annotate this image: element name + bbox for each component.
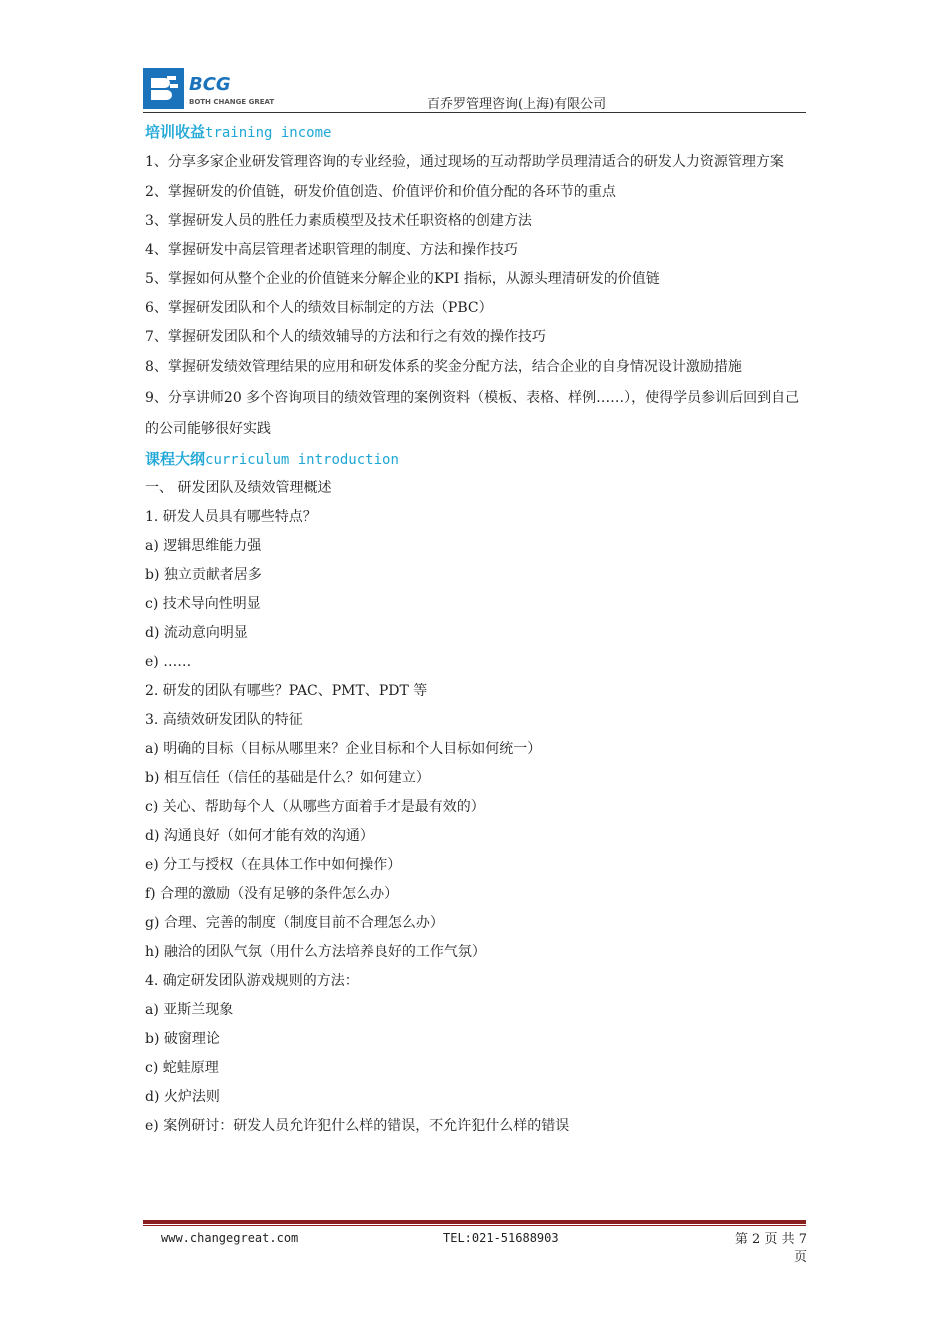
list-item: c) 技术导向性明显 [145, 596, 261, 612]
list-item: f) 合理的激励（没有足够的条件怎么办） [145, 886, 399, 902]
list-item: 8、掌握研发绩效管理结果的应用和研发体系的奖金分配方法，结合企业的自身情况设计激励措施 [145, 359, 742, 375]
page-number: 第 2 页 共 7 页 [734, 1232, 807, 1265]
list-item: 7、掌握研发团队和个人的绩效辅导的方法和行之有效的操作技巧 [145, 329, 546, 345]
list-item: e) 分工与授权（在具体工作中如何操作） [145, 857, 402, 873]
list-item: a) 亚斯兰现象 [145, 1002, 234, 1018]
section-title-en: training income [205, 125, 332, 141]
logo-text: BCG [189, 74, 231, 95]
list-item: c) 关心、帮助每个人（从哪些方面着手才是最有效的） [145, 799, 485, 815]
section-title-cn: 课程大纲 [145, 450, 206, 468]
list-item: 3. 高绩效研发团队的特征 [145, 712, 303, 728]
list-item: b) 独立贡献者居多 [145, 567, 262, 583]
footer-website: www.changegreat.com [161, 1231, 299, 1245]
list-item: 4、掌握研发中高层管理者述职管理的制度、方法和操作技巧 [145, 242, 518, 258]
list-item: 5、掌握如何从整个企业的价值链来分解企业的KPI 指标，从源头理清研发的价值链 [145, 271, 660, 287]
footer-divider-thin [143, 1225, 806, 1226]
section-title-training-income [145, 118, 808, 147]
page-footer [143, 1218, 806, 1278]
bcg-logo-icon [143, 68, 184, 109]
list-item: h) 融洽的团队气氛（用什么方法培养良好的工作气氛） [145, 944, 486, 960]
list-item: d) 火炉法则 [145, 1089, 220, 1105]
list-item: a) 明确的目标（目标从哪里来？企业目标和个人目标如何统一） [145, 741, 542, 757]
page-header [143, 60, 806, 114]
list-item: 2. 研发的团队有哪些？PAC、PMT、PDT 等 [145, 683, 428, 699]
document-body [145, 118, 808, 1141]
list-item: e) …… [145, 654, 192, 670]
section-title-curriculum [145, 445, 808, 474]
list-item: 2、掌握研发的价值链，研发价值创造、价值评价和价值分配的各环节的重点 [145, 184, 616, 200]
header-divider [143, 112, 806, 113]
section-title-cn: 培训收益 [145, 123, 206, 141]
list-item: 3、掌握研发人员的胜任力素质模型及技术任职资格的创建方法 [145, 213, 532, 229]
list-item: 9、分享讲师20 多个咨询项目的绩效管理的案例资料（模板、表格、样例……），使得学员参训后回到自己的公司能够很好实践 [145, 390, 800, 437]
list-item: b) 相互信任（信任的基础是什么？如何建立） [145, 770, 430, 786]
list-item: 1、分享多家企业研发管理咨询的专业经验，通过现场的互动帮助学员理清适合的研发人力资源管理方案 [145, 154, 784, 170]
company-logo [143, 68, 293, 110]
list-item: 4. 确定研发团队游戏规则的方法： [145, 973, 359, 989]
section-title-en: curriculum introduction [205, 452, 399, 468]
footer-telephone: TEL:021-51688903 [443, 1231, 559, 1245]
company-name: 百乔罗管理咨询(上海)有限公司 [427, 97, 607, 112]
list-item: 1. 研发人员具有哪些特点？ [145, 509, 317, 525]
list-item: a) 逻辑思维能力强 [145, 538, 262, 554]
list-item: g) 合理、完善的制度（制度目前不合理怎么办） [145, 915, 444, 931]
list-item: c) 蛇蛙原理 [145, 1060, 219, 1076]
list-item: b) 破窗理论 [145, 1031, 220, 1047]
list-item: 6、掌握研发团队和个人的绩效目标制定的方法（PBC） [145, 300, 493, 316]
list-item: d) 沟通良好（如何才能有效的沟通） [145, 828, 374, 844]
logo-subtitle: BOTH CHANGE GREAT [189, 98, 275, 106]
list-item: e) 案例研讨：研发人员允许犯什么样的错误，不允许犯什么样的错误 [145, 1118, 570, 1134]
footer-divider-thick [143, 1220, 806, 1224]
list-item: d) 流动意向明显 [145, 625, 248, 641]
list-item: 一、 研发团队及绩效管理概述 [145, 480, 332, 496]
